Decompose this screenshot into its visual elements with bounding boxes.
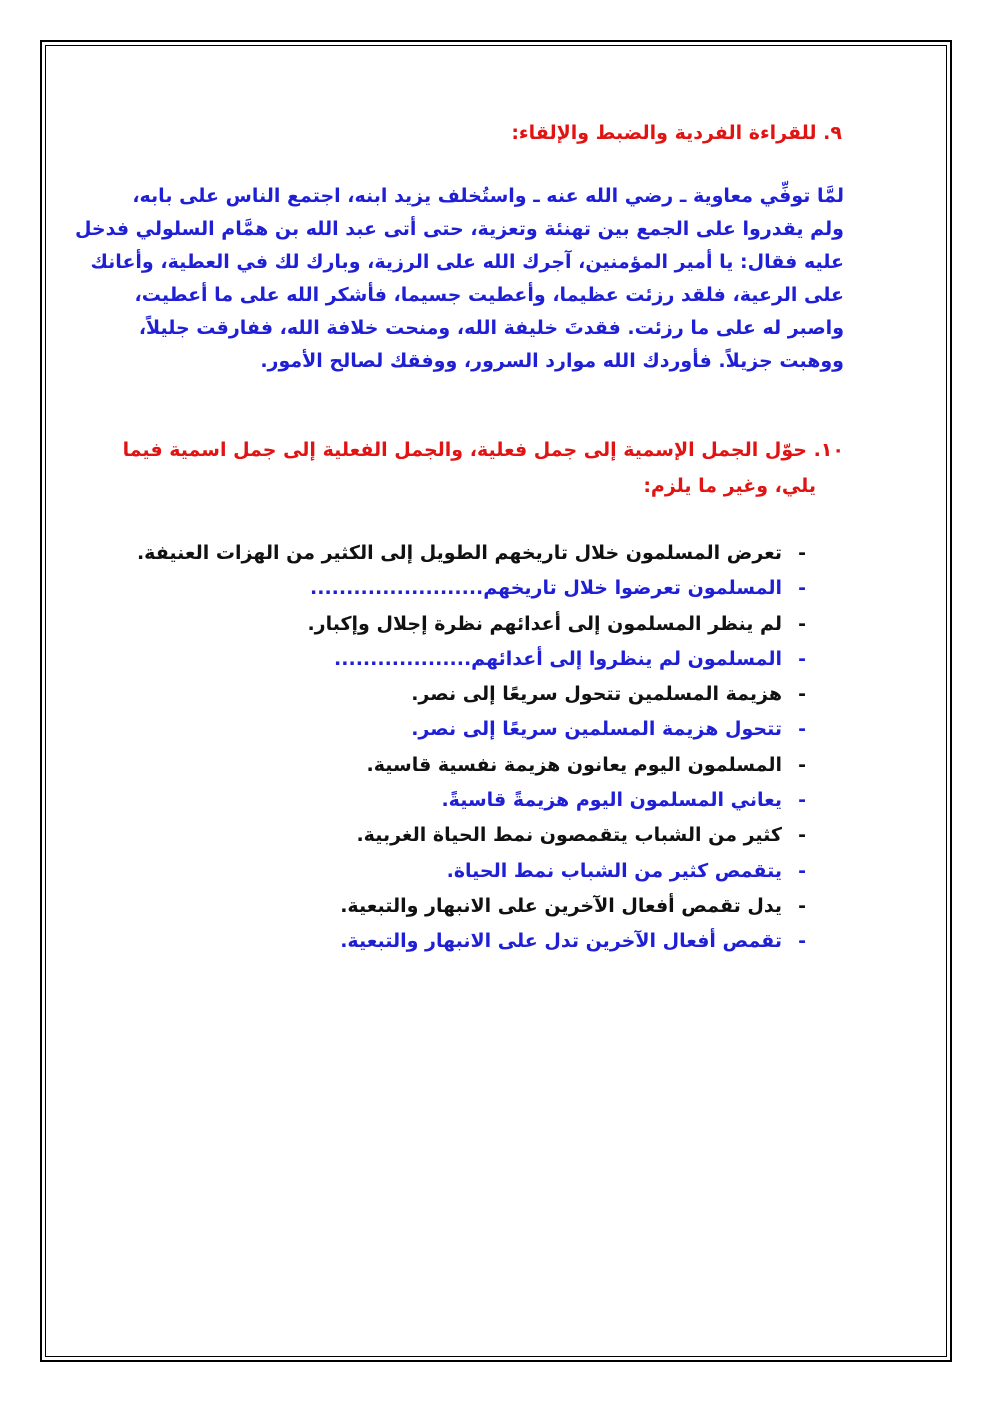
list-item-text: يتقمص كثير من الشباب نمط الحياة.	[446, 859, 782, 882]
list-item-text: يعاني المسلمون اليوم هزيمةً قاسيةً.	[441, 789, 782, 812]
paragraph-line: عليه فقال: يا أمير المؤمنين، آجرك الله على الرزية، وبارك لك في العطية، وأعانك	[90, 251, 844, 273]
paragraph-line: ووهبت جزيلاً. فأوردك الله موارد السرور، ووفقك لصالح الأمور.	[260, 350, 844, 372]
list-item-text: كثير من الشباب يتقمصون نمط الحياة الغربية.	[356, 824, 782, 847]
list-item-text: تقمص أفعال الآخرين تدل على الانبهار والتبعية.	[340, 930, 782, 953]
list-item: -تعرض المسلمون خلال تاريخهم الطويل إلى الكثير من الهزات العنيفة.	[136, 542, 806, 564]
list-item: -تقمص أفعال الآخرين تدل على الانبهار والتبعية.	[340, 930, 806, 953]
section-10-heading-line2: يلي، وغير ما يلزم:	[643, 475, 816, 497]
list-item-text: تتحول هزيمة المسلمين سريعًا إلى نصر.	[411, 718, 782, 741]
exercise-list	[136, 536, 806, 960]
list-item: -كثير من الشباب يتقمصون نمط الحياة الغربية.	[356, 824, 806, 847]
list-item-text: هزيمة المسلمين تتحول سريعًا إلى نصر.	[411, 683, 782, 706]
paragraph-line: لمَّا توفِّي معاوية ـ رضي الله عنه ـ واستُخلف يزيد ابنه، اجتمع الناس على بابه،	[132, 185, 844, 207]
list-item-text: المسلمون لم ينظروا إلى أعدائهم...................	[334, 647, 782, 670]
list-item-text: لم ينظر المسلمون إلى أعدائهم نظرة إجلال وإكبار.	[307, 612, 782, 635]
list-item: -المسلمون تعرضوا خلال تاريخهم........................	[310, 577, 806, 600]
paragraph-line: واصبر له على ما رزئت. فقدتَ خليفة الله، ومنحت خلافة الله، ففارقت جليلاً،	[138, 317, 844, 339]
section-10-heading-line1: ١٠. حوّل الجمل الإسمية إلى جمل فعلية، والجمل الفعلية إلى جمل اسمية فيما	[122, 439, 844, 461]
list-item: -يعاني المسلمون اليوم هزيمةً قاسيةً.	[441, 789, 806, 812]
list-item: -هزيمة المسلمين تتحول سريعًا إلى نصر.	[411, 683, 806, 706]
list-item: -يدل تقمص أفعال الآخرين على الانبهار والتبعية.	[340, 894, 806, 917]
list-item: -المسلمون اليوم يعانون هزيمة نفسية قاسية.	[366, 753, 806, 776]
list-item: -تتحول هزيمة المسلمين سريعًا إلى نصر.	[411, 718, 806, 741]
list-item: -المسلمون لم ينظروا إلى أعدائهم...................	[334, 647, 806, 670]
list-item-text: يدل تقمص أفعال الآخرين على الانبهار والتبعية.	[340, 894, 782, 917]
list-item: -يتقمص كثير من الشباب نمط الحياة.	[446, 859, 806, 882]
section-9-heading: ٩. للقراءة الفردية والضبط والإلقاء:	[511, 122, 842, 144]
paragraph-line: على الرعية، فلقد رزئت عظيما، وأعطيت جسيما، فأشكر الله على ما أعطيت،	[134, 284, 844, 306]
list-item-text: المسلمون اليوم يعانون هزيمة نفسية قاسية.	[366, 753, 782, 776]
section-9-paragraph	[74, 180, 844, 378]
list-item-text: المسلمون تعرضوا خلال تاريخهم........................	[310, 577, 782, 600]
list-item: -لم ينظر المسلمون إلى أعدائهم نظرة إجلال وإكبار.	[307, 612, 806, 635]
paragraph-line: ولم يقدروا على الجمع بين تهنئة وتعزية، حتى أتى عبد الله بن همَّام السلولي فدخل	[74, 218, 844, 240]
list-item-text: تعرض المسلمون خلال تاريخهم الطويل إلى الكثير من الهزات العنيفة.	[136, 542, 782, 564]
section-10-heading	[122, 432, 844, 504]
